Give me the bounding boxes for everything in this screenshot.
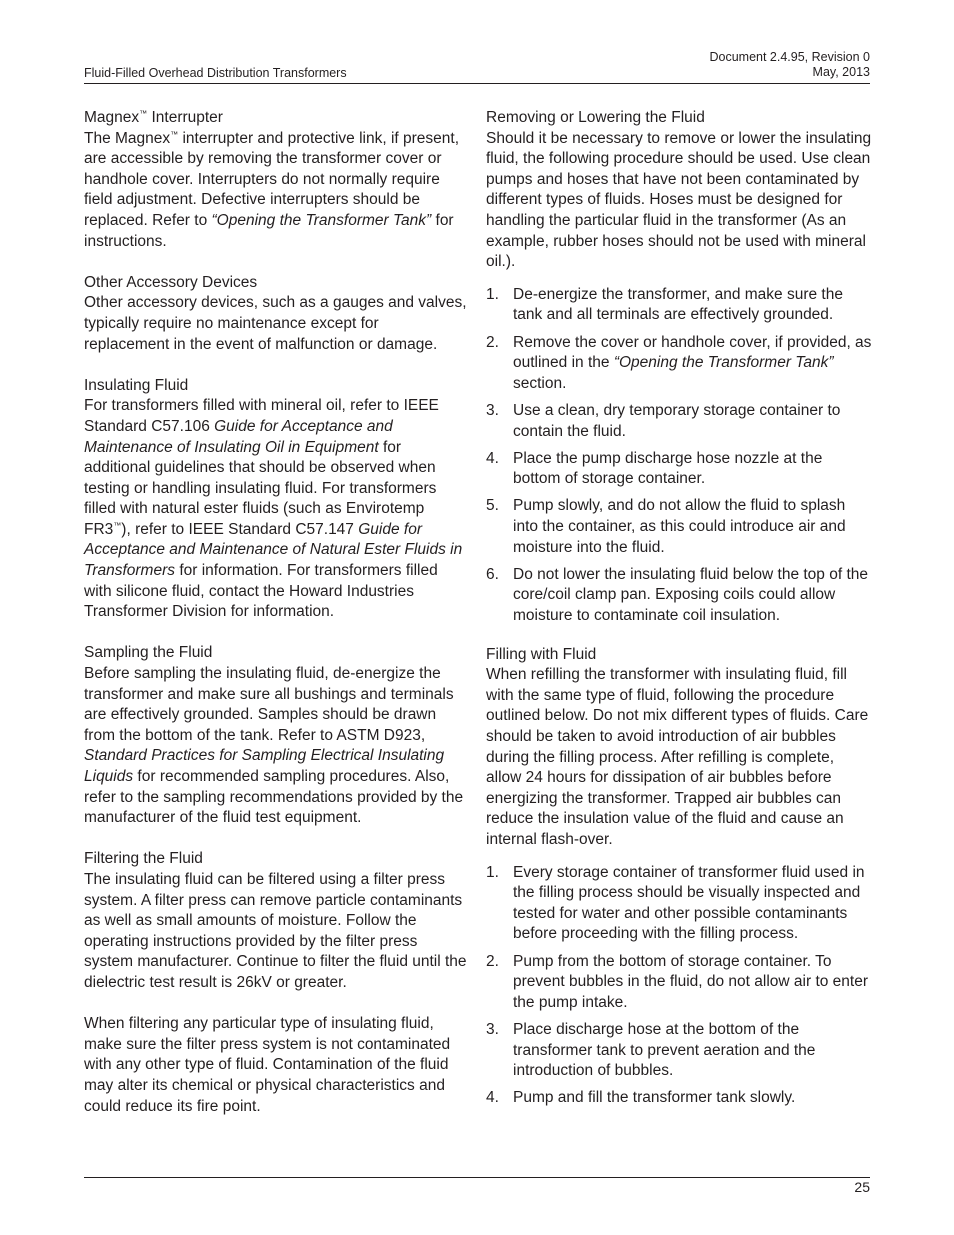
list-text: Place the pump discharge hose nozzle at the bottom of storage container.: [513, 449, 823, 488]
section-body: [84, 129, 468, 253]
document-number: Document 2.4.95, Revision 0: [709, 50, 870, 64]
cross-reference: “Opening the Transformer Tank”: [613, 354, 834, 372]
list-item: [486, 333, 872, 395]
list-item: [486, 1020, 872, 1082]
list-text: De-energize the transformer, and make sure the tank and all terminals are effectively grounded.: [513, 285, 843, 324]
heading-text: Interrupter: [147, 109, 223, 126]
body-text: for recommended sampling procedures. Also, refer to the sampling recommendations provided by the manufacturer of the fluid test equipment.: [84, 768, 464, 827]
document-date: May, 2013: [812, 64, 870, 79]
body-text: The Magnex: [84, 129, 171, 147]
left-column: [84, 108, 468, 1138]
document-info: [709, 50, 870, 79]
body-text: for additional guidelines that should be observed when testing or handling insulating fluid. For transformers filled with natural ester fluids (such as Envirotemp FR3: [84, 438, 437, 538]
section-body: When filtering any particular type of insulating fluid, make sure the filter press system is not contaminated with any other type of fluid. Contamination of the fluid may alter its chemical or physical characteristics and could reduce its fire point.: [84, 1015, 451, 1115]
list-text: Do not lower the insulating fluid below the top of the core/coil clamp pan. Exposing coils could allow moisture to contaminate coil insulation.: [513, 565, 869, 625]
list-text: section.: [513, 374, 567, 392]
section-removing-or-lowering-the-fluid: [486, 108, 872, 627]
list-number: 1.: [486, 863, 499, 881]
section-body: The insulating fluid can be filtered using a filter press system. A filter press can remove particle contaminants as well as small amounts of moisture. Follow the operating instructions provided by the filter press system manufacturer. Continue to filter the fluid until the dielectric test result is 26kV or greater.: [84, 870, 467, 991]
trademark-mark: ™: [170, 129, 179, 139]
section-heading: [84, 108, 468, 129]
section-heading: Insulating Fluid: [84, 376, 189, 394]
list-text: Place discharge hose at the bottom of the transformer tank to prevent aeration and the introduction of bubbles.: [513, 1020, 816, 1080]
section-heading: Removing or Lowering the Fluid: [486, 109, 705, 126]
section-heading: Other Accessory Devices: [84, 273, 258, 291]
right-column: [486, 108, 872, 1129]
body-text: for information. For transformers filled with silicone fluid, contact the Howard Industries Transformer Division for information.: [84, 562, 438, 621]
document-title: Fluid-Filled Overhead Distribution Transformers: [84, 66, 347, 80]
list-item: [486, 952, 872, 1014]
header-rule: [84, 83, 870, 84]
list-text: Remove the cover or handhole cover, if provided, as outlined in the: [513, 333, 872, 372]
removal-steps-list: [486, 285, 872, 627]
trademark-mark: ™: [113, 520, 122, 530]
body-text: for instructions.: [84, 211, 454, 250]
section-body: When refilling the transformer with insulating fluid, fill with the same type of fluid, following the procedure outlined below. Do not mix different types of fluids. Care should be taken to avoid introduction of air bubbles during the filling process. After refilling is complete, allow 24 hours for dissipation of air bubbles before energizing the transformer. Trapped air bubbles can reduce the insulation value of the fluid and cause an internal flash-over.: [486, 666, 869, 848]
section-heading: Filling with Fluid: [486, 645, 597, 663]
section-insulating-fluid: [84, 376, 468, 623]
list-item: [486, 401, 872, 442]
list-item: [486, 285, 872, 326]
section-other-accessory-devices: [84, 273, 468, 355]
list-number: 4.: [486, 1089, 499, 1107]
standard-title: Standard Practices for Sampling Electrical Insulating Liquids: [84, 747, 445, 785]
body-text: interrupter and protective link, if present, are accessible by removing the transformer cover or handhole cover. Interrupters do not normally require field adjustment. Defective interrupters should be replaced. Refer to: [84, 129, 460, 229]
list-text: Every storage container of transformer fluid used in the filling process should be visually inspected and tested for water and other possible contaminants before proceeding with the filling process.: [513, 863, 865, 943]
list-item: [486, 449, 872, 490]
list-number: 2.: [486, 952, 499, 970]
standard-title: Guide for Acceptance and Maintenance of Natural Ester Fluids in Transformers: [84, 520, 463, 580]
list-number: 6.: [486, 565, 499, 583]
section-filling-with-fluid: [486, 645, 872, 1109]
list-text: Use a clean, dry temporary storage container to contain the fluid.: [513, 401, 841, 440]
section-sampling-the-fluid: [84, 643, 468, 828]
list-item: [486, 863, 872, 945]
list-number: 1.: [486, 285, 499, 303]
section-heading: Filtering the Fluid: [84, 850, 203, 868]
list-text: Pump from the bottom of storage container. To prevent bubbles in the fluid, do not allow air to enter the pump intake.: [513, 952, 869, 1011]
footer-rule: [84, 1177, 870, 1178]
section-body: Should it be necessary to remove or lower the insulating fluid, the following procedure should be used. Use clean pumps and hoses that have not been contaminated by different types of fluids. Hoses must be designed for handling the particular fluid in the transformer (As an example, rubber hoses should not be used with mineral oil.).: [486, 129, 872, 271]
body-text: For transformers filled with mineral oil, refer to IEEE Standard C57.106: [84, 397, 439, 435]
cross-reference: “Opening the Transformer Tank”: [211, 211, 432, 229]
section-body: [84, 664, 468, 829]
list-number: 2.: [486, 333, 499, 351]
list-number: 3.: [486, 401, 499, 419]
section-magnex-interrupter: [84, 108, 468, 252]
section-heading: Sampling the Fluid: [84, 644, 213, 662]
trademark-mark: ™: [139, 109, 148, 118]
list-text: Pump and fill the transformer tank slowly.: [513, 1089, 796, 1107]
body-text: ), refer to IEEE Standard C57.147: [121, 520, 359, 538]
standard-title: Guide for Acceptance and Maintenance of Insulating Oil in Equipment: [84, 417, 393, 456]
list-number: 5.: [486, 497, 499, 515]
list-item: [486, 565, 872, 627]
section-body: Other accessory devices, such as a gauges and valves, typically require no maintenance except for replacement in the event of malfunction or damage.: [84, 294, 467, 353]
filling-steps-list: [486, 863, 872, 1109]
list-item: [486, 496, 872, 558]
list-number: 4.: [486, 449, 499, 467]
page-number: 25: [854, 1179, 870, 1195]
section-body: [84, 396, 468, 623]
list-text: Pump slowly, and do not allow the fluid to splash into the container, as this could introduce air and moisture into the fluid.: [513, 497, 846, 556]
body-text: Before sampling the insulating fluid, de-energize the transformer and make sure all bushings and terminals are effectively grounded. Samples should be drawn from the bottom of the tank. Refer to ASTM D923,: [84, 665, 454, 744]
list-item: [486, 1088, 872, 1109]
list-number: 3.: [486, 1020, 499, 1038]
section-filtering-the-fluid: [84, 849, 468, 1117]
heading-text: Magnex: [84, 109, 140, 126]
